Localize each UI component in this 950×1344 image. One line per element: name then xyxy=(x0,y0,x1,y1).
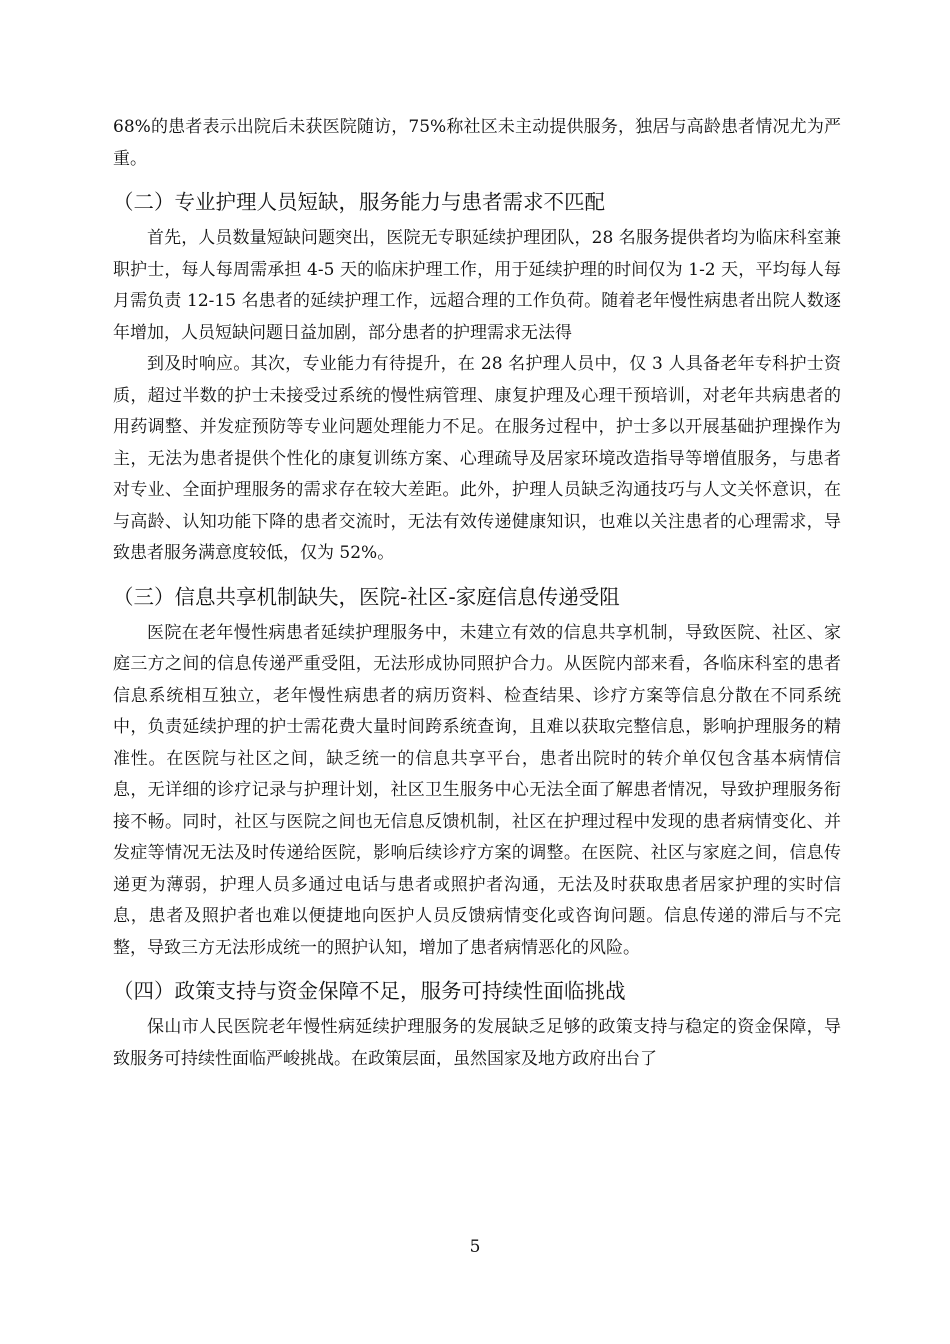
page-number: 5 xyxy=(469,1237,481,1257)
paragraph-information-sharing: 医院在老年慢性病患者延续护理服务中，未建立有效的信息共享机制，导致医院、社区、家庭三方之间的信息传递严重受阻，无法形成协同照护合力。从医院内部来看，各临床科室的患者信息系统相互独立，老年慢性病患者的病历资料、检查结果、诊疗方案等信息分散在不同系统中，负责延续护理的护士需花费大量时间跨系统查询，且难以获取完整信息，影响护理服务的精准性。在医院与社区之间，缺乏统一的信息共享平台，患者出院时的转介单仅包含基本病情信息，无详细的诊疗记录与护理计划，社区卫生服务中心无法全面了解患者情况，导致护理服务衔接不畅。同时，社区与医院之间也无信息反馈机制，社区在护理过程中发现的患者病情变化、并发症等情况无法及时传递给医院，影响后续诊疗方案的调整。在医院、社区与家庭之间，信息传递更为薄弱，护理人员多通过电话与患者或照护者沟通，无法及时获取患者居家护理的实时信息，患者及照护者也难以便捷地向医护人员反馈病情变化或咨询问题。信息传递的滞后与不完整，导致三方无法形成统一的照护认知，增加了患者病情恶化的风险。 xyxy=(113,622,841,958)
section-heading-4: （四）政策支持与资金保障不足，服务可持续性面临挑战 xyxy=(113,979,626,1003)
paragraph-staff-shortage: 首先，人员数量短缺问题突出，医院无专职延续护理团队，28 名服务提供者均为临床科室兼职护士，每人每周需承担 4-5 天的临床护理工作，用于延续护理的时间仅为 1-2 天，平均每人每月需负责 12-15 名患者的延续护理工作，远超合理的工作负荷。随着老年慢性病患者出院人数逐年增加，人员短缺问题日益加剧，部分患者的护理需求无法得 xyxy=(113,228,841,343)
section-heading-2: （二）专业护理人员短缺，服务能力与患者需求不匹配 xyxy=(113,190,605,214)
section-heading-3: （三）信息共享机制缺失，医院-社区-家庭信息传递受阻 xyxy=(113,584,620,609)
paragraph-professional-capacity: 到及时响应。其次，专业能力有待提升，在 28 名护理人员中，仅 3 人具备老年专科护士资质，超过半数的护士未接受过系统的慢性病管理、康复护理及心理干预培训，对老年共病患者的用药调整、并发症预防等专业问题处理能力不足。在服务过程中，护士多以开展基础护理操作为主，无法为患者提供个性化的康复训练方案、心理疏导及居家环境改造指导等增值服务，与患者对专业、全面护理服务的需求存在较大差距。此外，护理人员缺乏沟通技巧与人文关怀意识，在与高龄、认知功能下降的患者交流时，无法有效传递健康知识，也难以关注患者的心理需求，导致患者服务满意度较低，仅为 52%。 xyxy=(113,354,841,563)
paragraph-continuation: 68%的患者表示出院后未获医院随访，75%称社区未主动提供服务，独居与高龄患者情况尤为严重。 xyxy=(113,117,841,169)
document-body xyxy=(113,112,841,1075)
paragraph-policy-funding: 保山市人民医院老年慢性病延续护理服务的发展缺乏足够的政策支持与稳定的资金保障，导致服务可持续性面临严峻挑战。在政策层面，虽然国家及地方政府出台了 xyxy=(113,1017,841,1069)
